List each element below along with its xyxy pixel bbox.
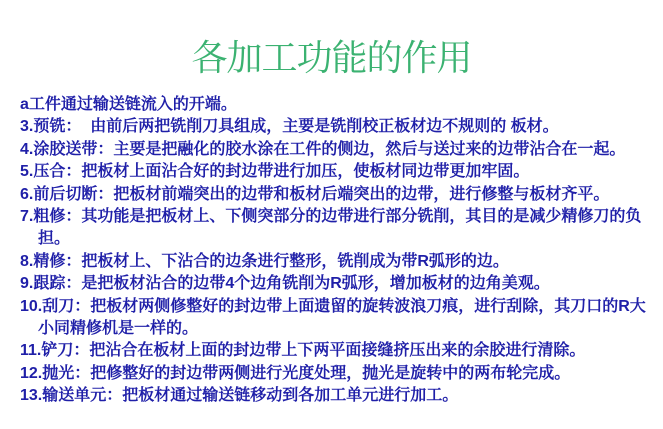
list-item-7-rough-trimming: 7.粗修：其功能是把板材上、下侧突部分的边带进行部分铣削，其目的是减少精修刀的负担。 — [20, 208, 642, 248]
list-item-11-glue-scraping: 11.铲刀：把沾合在板材上面的封边带上下两平面接缝挤压出来的余胶进行清除。 — [20, 342, 586, 360]
list-item-13-conveying-unit: 13.输送单元：把板材通过输送链移动到各加工单元进行加工。 — [20, 387, 459, 405]
list-item-3-pre-milling: 3.预铣： 由前后两把铣削刀具组成，主要是铣削校正板材边不规则的 板材。 — [20, 118, 559, 136]
list-item-10-scraping: 10.刮刀：把板材两侧修整好的封边带上面遗留的旋转波浪刀痕，进行刮除，其刀口的R大小同精修机是一样的。 — [20, 297, 646, 338]
slide-body — [20, 94, 653, 408]
list-item-6-end-cutting: 6.前后切断：把板材前端突出的边带和板材后端突出的边带，进行修整与板材齐平。 — [20, 185, 610, 203]
list-item-4-glue-feed: 4.涂胶送带：主要是把融化的胶水涂在工件的侧边，然后与送过来的边带沾合在一起。 — [20, 140, 626, 158]
list-item-5-pressing: 5.压合：把板材上面沾合好的封边带进行加压，使板材同边带更加牢固。 — [20, 163, 530, 181]
list-item-12-polishing: 12.抛光：把修整好的封边带两侧进行光度处理，抛光是旋转中的两布轮完成。 — [20, 364, 571, 382]
list-item-intro: a工件通过输送链流入的开端。 — [20, 96, 237, 113]
list-item-9-tracking: 9.跟踪：是把板材沾合的边带4个边角铣削为R弧形，增加板材的边角美观。 — [20, 275, 550, 293]
slide-title: 各加工功能的作用 — [191, 37, 472, 78]
list-item-8-fine-trimming: 8.精修：把板材上、下沾合的边条进行整形，铣削成为带R弧形的边。 — [20, 252, 509, 270]
